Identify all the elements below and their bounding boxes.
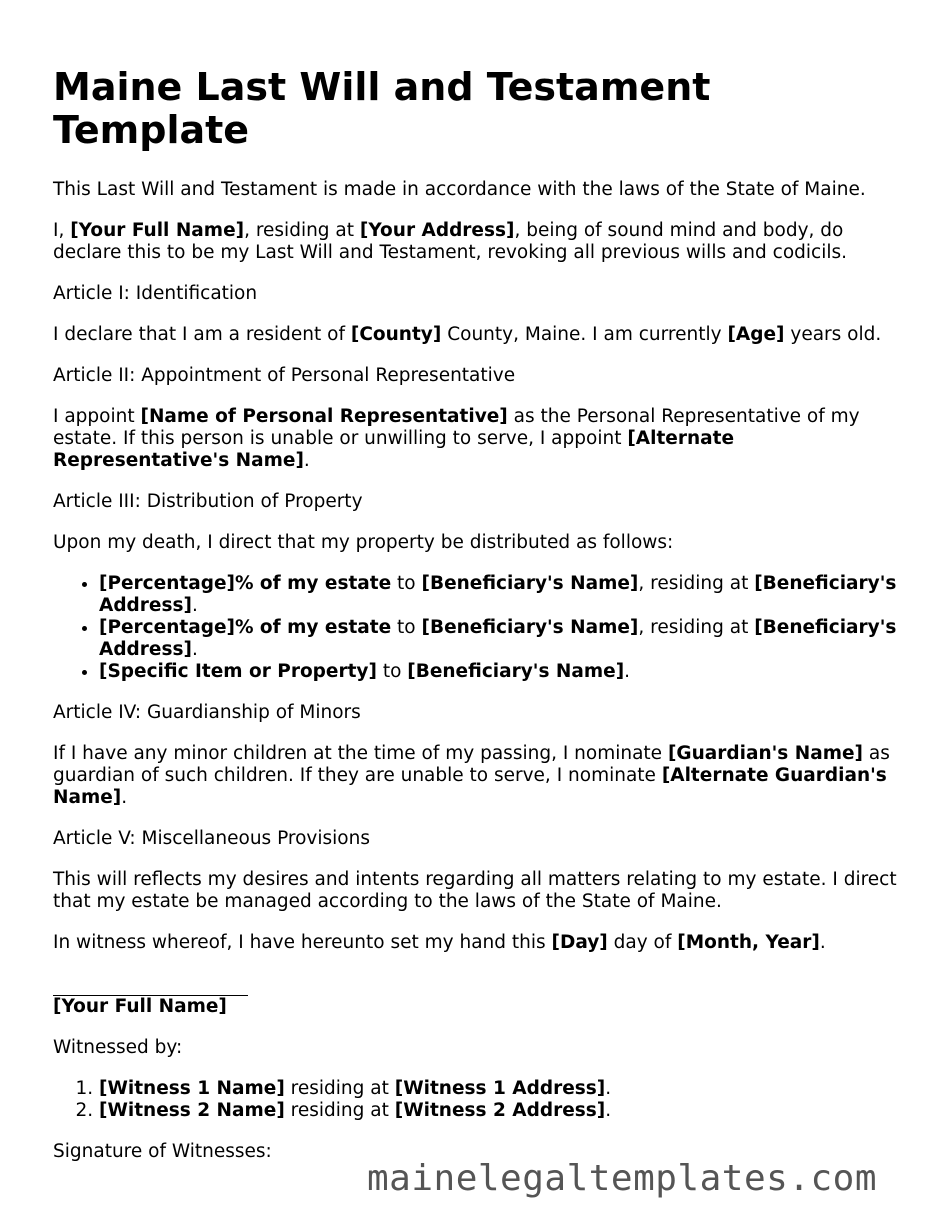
article-5-body: This will reflects my desires and intents regarding all matters relating to my estate. I direct that my estate be managed according to the laws of the State of Maine. <box>53 869 897 912</box>
article-2-body: I appoint [Name of Personal Representative] as the Personal Representative of my estate. If this person is unable or unwilling to serve, I appoint [Alternate Representative's Name]. <box>53 406 860 471</box>
placeholder-alternate-guardian: [Alternate Guardian's Name] <box>53 765 887 808</box>
placeholder-month-year: [Month, Year] <box>677 932 820 953</box>
article-2-heading: Article II: Appointment of Personal Representative <box>53 365 516 386</box>
article-1-heading: Article I: Identification <box>53 283 258 304</box>
signature-line <box>53 973 248 996</box>
declaration-paragraph: I, [Your Full Name], residing at [Your Address], being of sound mind and body, do declare this to be my Last Will and Testament, revoking all previous wills and codicils. <box>53 220 848 263</box>
placeholder-age: [Age] <box>727 324 785 345</box>
distribution-list <box>53 573 903 683</box>
list-item: • [Specific Item or Property] to [Beneficiary's Name]. <box>99 661 903 683</box>
witnessed-by-label: Witnessed by: <box>53 1037 183 1058</box>
list-item: 1. [Witness 1 Name] residing at [Witness 1 Address]. <box>99 1078 903 1100</box>
placeholder-representative: [Name of Personal Representative] <box>140 406 508 427</box>
placeholder-guardian: [Guardian's Name] <box>667 743 863 764</box>
witness-list <box>53 1078 903 1122</box>
placeholder-address: [Your Address] <box>359 220 515 241</box>
placeholder-county: [County] <box>350 324 442 345</box>
page-title: Maine Last Will and Testament Template <box>53 65 711 152</box>
article-1-body: I declare that I am a resident of [County] County, Maine. I am currently [Age] years old. <box>53 324 882 345</box>
intro-paragraph: This Last Will and Testament is made in accordance with the laws of the State of Maine. <box>53 179 866 200</box>
watermark: mainelegaltemplates.com <box>367 1158 877 1199</box>
article-4-body: If I have any minor children at the time of my passing, I nominate [Guardian's Name] as guardian of such children. If they are unable to serve, I nominate [Alternate Guardian's Name]. <box>53 743 890 808</box>
list-item: 2. [Witness 2 Name] residing at [Witness 2 Address]. <box>99 1100 903 1122</box>
witness-clause: In witness whereof, I have hereunto set my hand this [Day] day of [Month, Year]. <box>53 932 826 953</box>
list-item: • [Percentage]% of my estate to [Beneficiary's Name], residing at [Beneficiary's Address]. <box>99 573 903 617</box>
document-page <box>53 66 903 1182</box>
placeholder-day: [Day] <box>551 932 608 953</box>
article-3-heading: Article III: Distribution of Property <box>53 491 363 512</box>
article-5-heading: Article V: Miscellaneous Provisions <box>53 828 370 849</box>
signature-name: [Your Full Name] <box>53 996 227 1017</box>
list-item: • [Percentage]% of my estate to [Beneficiary's Name], residing at [Beneficiary's Address]. <box>99 617 903 661</box>
signature-of-witnesses-label: Signature of Witnesses: <box>53 1141 272 1162</box>
article-4-heading: Article IV: Guardianship of Minors <box>53 702 361 723</box>
article-3-lead: Upon my death, I direct that my property be distributed as follows: <box>53 532 674 553</box>
placeholder-alternate-representative: [Alternate Representative's Name] <box>53 428 735 471</box>
signature-block <box>53 973 903 1018</box>
placeholder-full-name: [Your Full Name] <box>70 220 245 241</box>
